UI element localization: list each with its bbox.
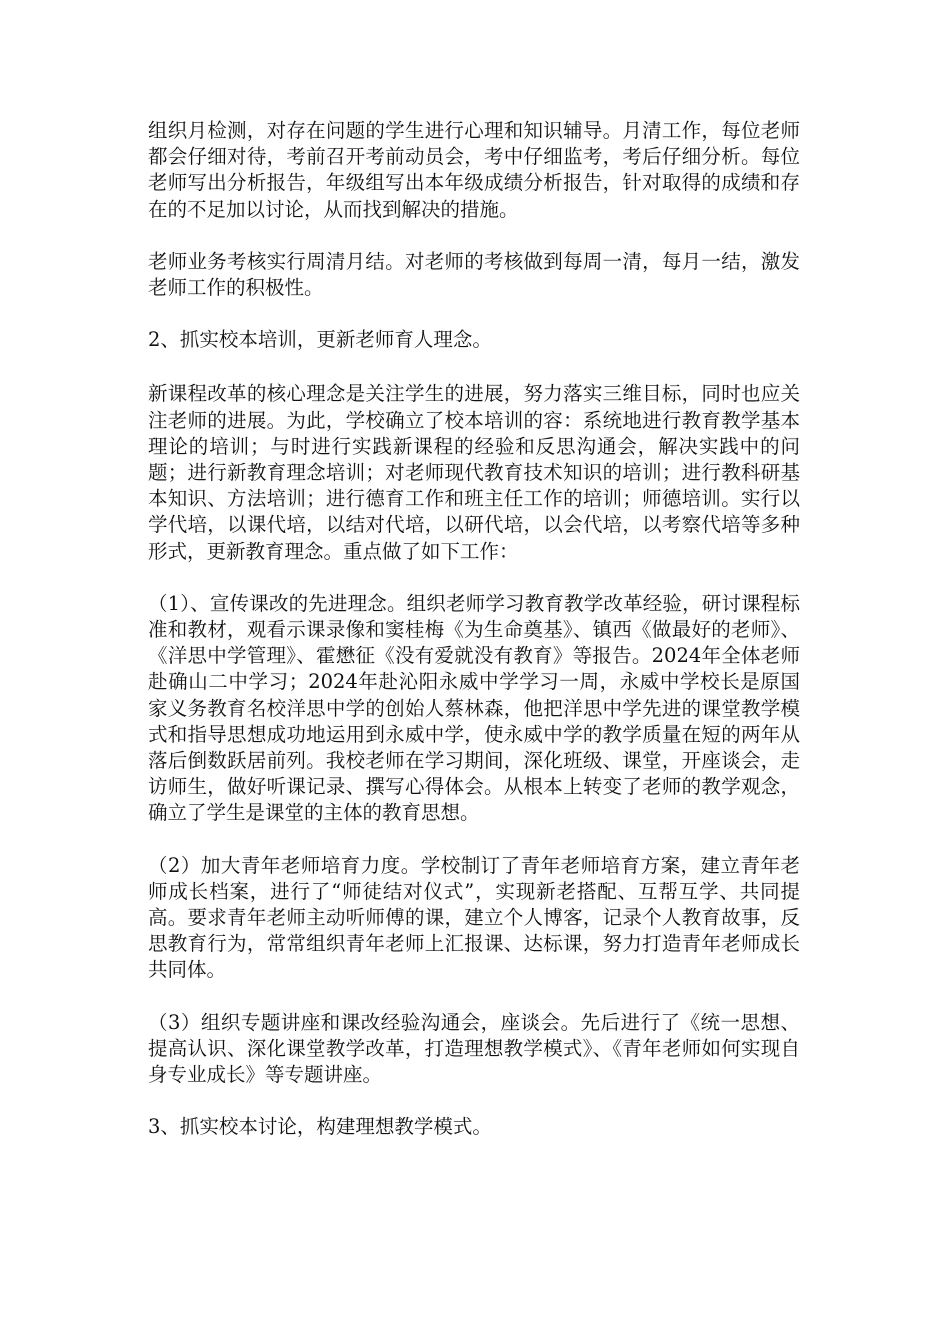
paragraph-item-3-lectures: （3）组织专题讲座和课改经验沟通会，座谈会。先后进行了《统一思想、提高认识、深化课堂教学改革，打造理想教学模式》、《青年老师如何实现自身专业成长》等专题讲座。	[148, 1010, 800, 1087]
section-heading-school-training: 2、抓实校本培训，更新老师育人理念。	[148, 328, 492, 352]
paragraph-item-1-promotion: （1）、宣传课改的先进理念。组织老师学习教育教学改革经验，研讨课程标准和教材，观看示课录像和窦桂梅《为生命奠基》、镇西《做最好的老师》、《洋思中学管理》、霍懋征《没有爱就没有教育》等报告。2024年全体老师赴确山二中学习；2024年赴沁阳永威中学学习一周，永威中学校长是原国家义务教育名校洋思中学的创始人蔡林森，他把洋思中学先进的课堂教学模式和指导思想成功地运用到永威中学，使永威中学的教学质量在短的两年从落后倒数跃居前列。我校老师在学习期间，深化班级、课堂，开座谈会，走访师生，做好听课记录、撰写心得体会。从根本上转变了老师的教学观念，确立了学生是课堂的主体的教育思想。	[148, 591, 800, 825]
paragraph-curriculum-reform: 新课程改革的核心理念是关注学生的进展，努力落实三维目标，同时也应关注老师的进展。为此，学校确立了校本培训的容：系统地进行教育教学基本理论的培训；与时进行实践新课程的经验和反思沟通会，解决实践中的问题；进行新教育理念培训；对老师现代教育技术知识的培训；进行教科研基本知识、方法培训；进行德育工作和班主任工作的培训；师德培训。实行以学代培，以课代培，以结对代培，以研代培，以会代培，以考察代培等多种形式，更新教育理念。重点做了如下工作：	[148, 382, 800, 563]
paragraph-teacher-assessment: 老师业务考核实行周清月结。对老师的考核做到每周一清，每月一结，激发老师工作的积极性。	[148, 249, 800, 300]
paragraph-item-2-young-teachers: （2）加大青年老师培育力度。学校制订了青年老师培育方案，建立青年老师成长档案，进行了“师徒结对仪式”，实现新老搭配、互帮互学、共同提高。要求青年老师主动听师傅的课，建立个人博客，记录个人教育故事，反思教育行为，常常组织青年老师上汇报课、达标课，努力打造青年老师成长共同体。	[148, 853, 800, 982]
section-heading-school-research: 3、抓实校本讨论，构建理想教学模式。	[148, 1115, 492, 1139]
paragraph-monthly-check: 组织月检测，对存在问题的学生进行心理和知识辅导。月清工作，每位老师都会仔细对待，考前召开考前动员会，考中仔细监考，考后仔细分析。每位老师写出分析报告，年级组写出本年级成绩分析报告，针对取得的成绩和存在的不足加以讨论，从而找到解决的措施。	[148, 119, 800, 221]
document-body	[148, 118, 800, 1169]
